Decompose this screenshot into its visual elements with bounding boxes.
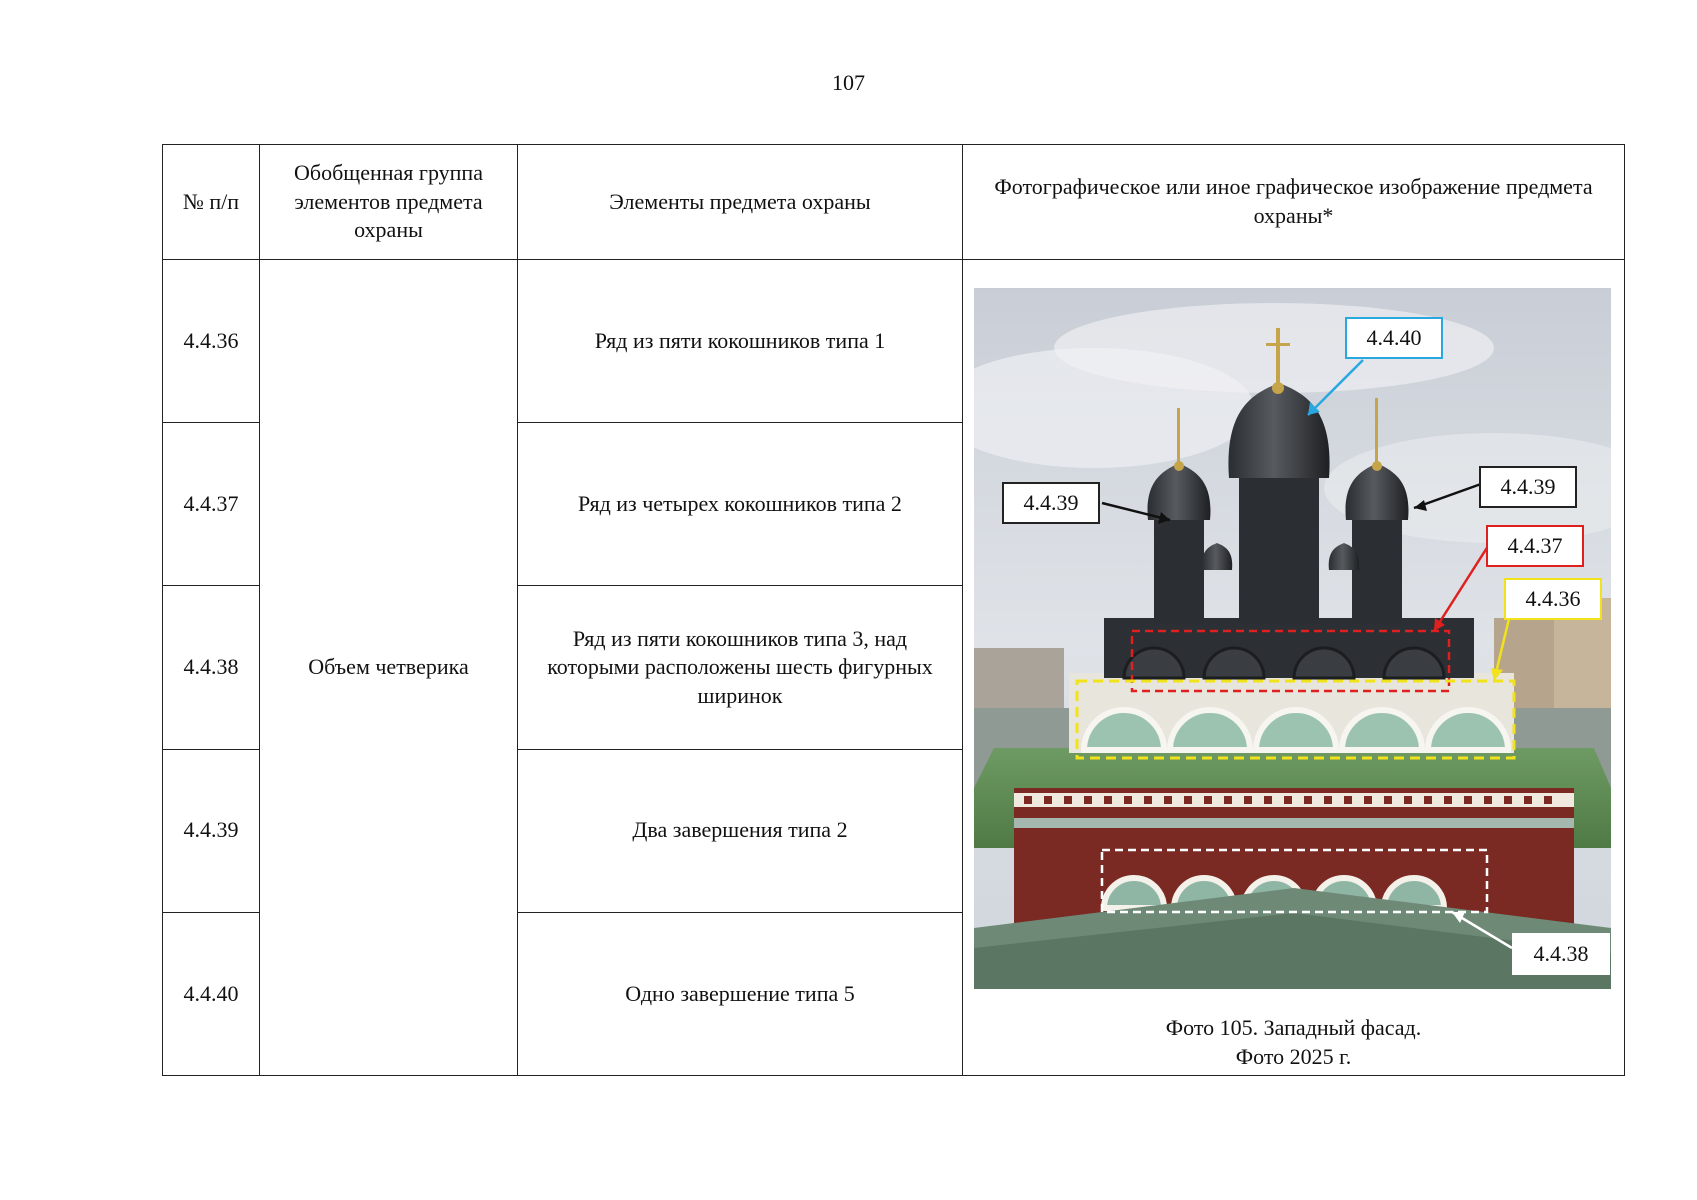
row-number: 4.4.39 — [163, 749, 260, 912]
row-number: 4.4.37 — [163, 423, 260, 586]
group-cell: Объем четверика — [260, 260, 518, 1076]
caption-line-2: Фото 2025 г. — [1235, 1043, 1352, 1069]
photo-label-4-4-40: 4.4.40 — [1345, 317, 1443, 359]
header-image: Фотографическое или иное графическое изображение предмета охраны* — [963, 145, 1625, 260]
table-row — [163, 260, 1625, 423]
row-element: Два завершения типа 2 — [518, 749, 963, 912]
church-photo — [974, 288, 1611, 989]
table-header-row — [163, 145, 1625, 260]
row-element: Ряд из четырех кокошников типа 2 — [518, 423, 963, 586]
page-number: 107 — [832, 70, 865, 95]
photo-label-4-4-39-left: 4.4.39 — [1002, 482, 1100, 524]
row-number: 4.4.40 — [163, 912, 260, 1075]
row-element: Ряд из пяти кокошников типа 3, над которыми расположены шесть фигурных ширинок — [518, 586, 963, 749]
row-number: 4.4.36 — [163, 260, 260, 423]
header-number: № п/п — [163, 145, 260, 260]
photo-label-4-4-36: 4.4.36 — [1504, 578, 1602, 620]
row-element: Ряд из пяти кокошников типа 1 — [518, 260, 963, 423]
photo-cell — [963, 260, 1625, 1076]
photo-label-4-4-39-right: 4.4.39 — [1479, 466, 1577, 508]
row-number: 4.4.38 — [163, 586, 260, 749]
photo-label-4-4-37: 4.4.37 — [1486, 525, 1584, 567]
header-group: Обобщенная группа элементов предмета охраны — [260, 145, 518, 260]
caption-line-1: Фото 105. Западный фасад. — [1165, 1015, 1422, 1041]
photo-label-4-4-38: 4.4.38 — [1512, 933, 1610, 975]
row-element: Одно завершение типа 5 — [518, 912, 963, 1075]
photo-caption — [963, 1014, 1624, 1071]
protection-elements-table — [162, 144, 1625, 1076]
header-elements: Элементы предмета охраны — [518, 145, 963, 260]
